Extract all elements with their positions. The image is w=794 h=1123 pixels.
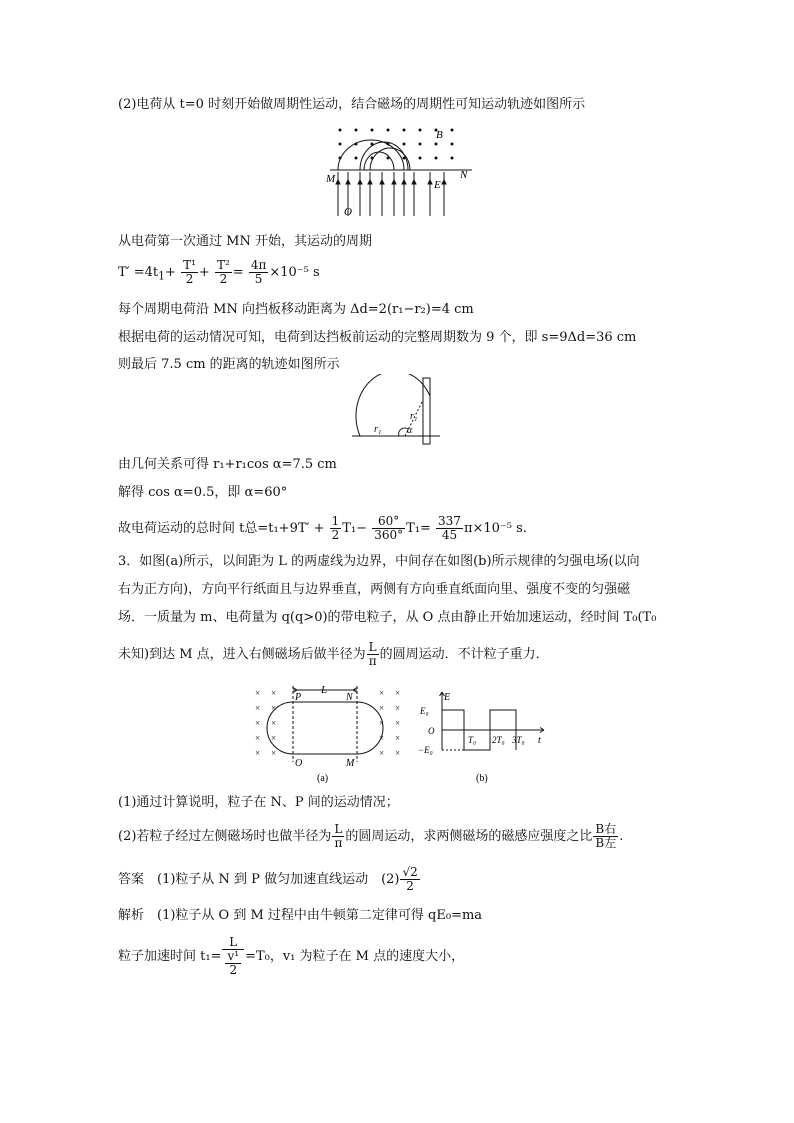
formula-sub: 1 xyxy=(158,269,166,283)
field-arrow xyxy=(412,180,416,184)
last-segment-figure xyxy=(350,374,442,446)
equals-sign: = xyxy=(232,265,244,280)
field-arrow xyxy=(358,180,362,184)
field-dot xyxy=(419,157,422,160)
field-arrow xyxy=(402,180,406,184)
label-O: O xyxy=(428,726,435,736)
sub2-a: (2)若粒子经过左侧磁场时也做半径为 xyxy=(118,829,332,844)
field-cross: × xyxy=(395,703,401,713)
label-N: N xyxy=(460,169,468,181)
field-cross: × xyxy=(271,733,277,743)
q3-line2: 右为正方向)，方向平行纸面且与边界垂直，两侧有方向垂直纸面向里、强度不变的匀强磁 xyxy=(118,582,631,597)
analysis-1: 解析 (1)粒子从 O 到 M 过程中由牛顿第二定律可得 qE₀=ma xyxy=(118,908,483,923)
field-cross: × xyxy=(255,733,261,743)
total-mid2: T₁= xyxy=(406,521,431,536)
fraction xyxy=(372,515,405,542)
frac-den: 2 xyxy=(229,963,238,977)
frac-den: 2 xyxy=(406,879,414,893)
field-dot xyxy=(371,129,374,132)
fraction xyxy=(436,515,463,542)
label-P: P xyxy=(295,692,302,703)
field-dot xyxy=(435,143,438,146)
field-dot xyxy=(355,129,358,132)
q3-line4-b: 的圆周运动．不计粒子重力． xyxy=(379,647,549,662)
field-cross: × xyxy=(379,733,385,743)
field-dot xyxy=(403,143,406,146)
field-cross: × xyxy=(395,733,401,743)
field-dot xyxy=(403,129,406,132)
field-cross: × xyxy=(395,688,401,698)
label-3T0: 3T₀ xyxy=(512,735,525,745)
q3-line4-a: 未知)到达 M 点，进入右侧磁场后做半径为 xyxy=(118,647,366,662)
field-cross: × xyxy=(379,703,385,713)
frac-num: L xyxy=(222,936,244,950)
frac-den: 2 xyxy=(219,272,228,286)
frac-num: T¹ xyxy=(183,258,196,272)
field-dot xyxy=(419,143,422,146)
frac-den: 2 xyxy=(331,528,340,542)
field-cross: × xyxy=(271,748,277,758)
frac-num: L xyxy=(368,640,377,654)
label-negE0: −E₀ xyxy=(418,745,433,755)
fraction xyxy=(593,823,618,850)
part2-intro: (2)电荷从 t=0 时刻开始做周期性运动，结合磁场的周期性可知运动轨迹如图所示 xyxy=(118,97,586,112)
full-periods: 根据电荷的运动情况可知，电荷到达挡板前运动的完整周期数为 9 个，即 s=9Δd=36 cm xyxy=(118,330,637,345)
field-dot xyxy=(451,129,454,132)
label-O: O xyxy=(295,758,303,769)
label-E: E xyxy=(434,179,441,191)
label-alpha: α xyxy=(407,425,413,436)
field-cross: × xyxy=(395,718,401,728)
label-E: E xyxy=(444,692,451,703)
field-cross: × xyxy=(255,718,261,728)
total-time-formula xyxy=(118,513,527,545)
frac-den: π xyxy=(368,654,377,668)
frac-num: v¹ xyxy=(227,949,240,963)
field-cross: × xyxy=(395,748,401,758)
label-t: t xyxy=(538,735,541,746)
frac-num: √2 xyxy=(402,865,418,879)
answer-text: 答案 (1)粒子从 N 到 P 做匀加速直线运动 (2) xyxy=(118,872,400,887)
field-dot xyxy=(451,157,454,160)
label-N: N xyxy=(346,692,353,703)
frac-den: 2 xyxy=(185,272,194,286)
fraction xyxy=(249,259,269,286)
field-dot xyxy=(419,129,422,132)
formula-lhs: T′ =4t xyxy=(118,265,159,280)
analysis-2 xyxy=(118,936,464,977)
solve-alpha: 解得 cos α=0.5，即 α=60° xyxy=(118,485,288,500)
label-M: M xyxy=(326,173,336,185)
frac-den xyxy=(222,950,244,977)
field-cross: × xyxy=(271,688,277,698)
label-r1-bottom: r₁ xyxy=(374,424,382,435)
field-dot xyxy=(339,143,342,146)
total-mid: T₁− xyxy=(342,521,368,536)
caption-a: (a) xyxy=(317,773,329,784)
field-cross: × xyxy=(271,718,277,728)
geom-relation: 由几何关系可得 r₁+r₁cos α=7.5 cm xyxy=(118,457,337,472)
field-arrow xyxy=(428,180,432,184)
fraction xyxy=(215,259,232,286)
sub-question-2 xyxy=(118,820,623,854)
fraction xyxy=(222,936,244,977)
caption-b: (b) xyxy=(476,773,488,784)
period-intro: 从电荷第一次通过 MN 开始，其运动的周期 xyxy=(118,234,372,249)
label-2T0: 2T₀ xyxy=(492,735,505,745)
field-arrow xyxy=(336,180,340,184)
sub2-end: . xyxy=(619,829,624,844)
frac-num: L xyxy=(334,822,343,836)
field-cross: × xyxy=(255,688,261,698)
label-B: B xyxy=(436,129,443,141)
formula-tail: ×10⁻⁵ s xyxy=(269,265,320,280)
last-segment: 则最后 7.5 cm 的距离的轨迹如图所示 xyxy=(118,357,340,372)
label-M: M xyxy=(346,758,355,769)
frac-den: π xyxy=(334,836,343,850)
frac-den: 45 xyxy=(441,528,458,542)
q3-line4 xyxy=(118,638,549,672)
field-cross: × xyxy=(379,688,385,698)
frac-num: 60° xyxy=(372,515,405,529)
q3-line3: 场．一质量为 m、电荷量为 q(q>0)的带电粒子，从 O 点由静止开始加速运动，经时间 T₀(T₀ xyxy=(118,610,657,625)
label-T0: T₀ xyxy=(468,735,477,745)
figure-b xyxy=(418,688,548,786)
fraction xyxy=(332,823,344,850)
field-cross: × xyxy=(255,748,261,758)
fraction xyxy=(225,950,241,977)
field-dot xyxy=(387,129,390,132)
fraction xyxy=(181,259,198,286)
field-arrow xyxy=(346,180,350,184)
trajectory-figure xyxy=(326,120,476,220)
sub2-b: 的圆周运动，求两侧磁场的磁感应强度之比 xyxy=(345,829,593,844)
frac-num: T² xyxy=(216,258,230,272)
fraction xyxy=(330,515,342,542)
sub-question-1: (1)通过计算说明，粒子在 N、P 间的运动情况； xyxy=(118,795,399,810)
total-lhs: 故电荷运动的总时间 t总=t₁+9T′ + xyxy=(118,521,325,536)
label-O: O xyxy=(344,206,352,218)
frac-den: 5 xyxy=(254,272,263,286)
frac-num: 4π xyxy=(250,258,267,272)
field-cross: × xyxy=(255,703,261,713)
frac-den: B左 xyxy=(595,836,617,850)
frac-den: 360° xyxy=(374,528,404,542)
label-E0: E₀ xyxy=(420,706,429,716)
answer xyxy=(118,863,421,897)
frac-num: 337 xyxy=(438,514,461,528)
frac-num: B右 xyxy=(595,822,617,836)
frac-num: 1 xyxy=(331,514,340,528)
total-tail: π×10⁻⁵ s. xyxy=(463,521,527,536)
fraction xyxy=(367,641,379,668)
field-arrow xyxy=(442,180,446,184)
analysis2-b: =T₀，v₁ 为粒子在 M 点的速度大小， xyxy=(245,949,465,964)
q3-line1: 3．如图(a)所示，以间距为 L 的两虚线为边界，中间存在如图(b)所示规律的匀强电场(以向 xyxy=(118,554,640,569)
field-dot xyxy=(451,143,454,146)
field-arrow xyxy=(368,180,372,184)
analysis2-a: 粒子加速时间 t₁= xyxy=(118,949,222,964)
field-dot xyxy=(435,157,438,160)
field-cross: × xyxy=(379,718,385,728)
label-L: L xyxy=(321,684,328,696)
period-formula xyxy=(118,258,320,292)
field-arrow xyxy=(380,180,384,184)
label-r1-top: r₁ xyxy=(410,411,418,422)
field-dot xyxy=(355,157,358,160)
move-distance: 每个周期电荷沿 MN 向挡板移动距离为 Δd=2(r₁−r₂)=4 cm xyxy=(118,302,474,317)
figure-a xyxy=(245,680,410,785)
plus-sign: + xyxy=(165,265,176,280)
field-cross: × xyxy=(271,703,277,713)
field-arrow xyxy=(392,180,396,184)
plus-sign: + xyxy=(198,265,210,280)
field-dot xyxy=(339,129,342,132)
fraction xyxy=(400,866,419,893)
field-cross: × xyxy=(379,748,385,758)
